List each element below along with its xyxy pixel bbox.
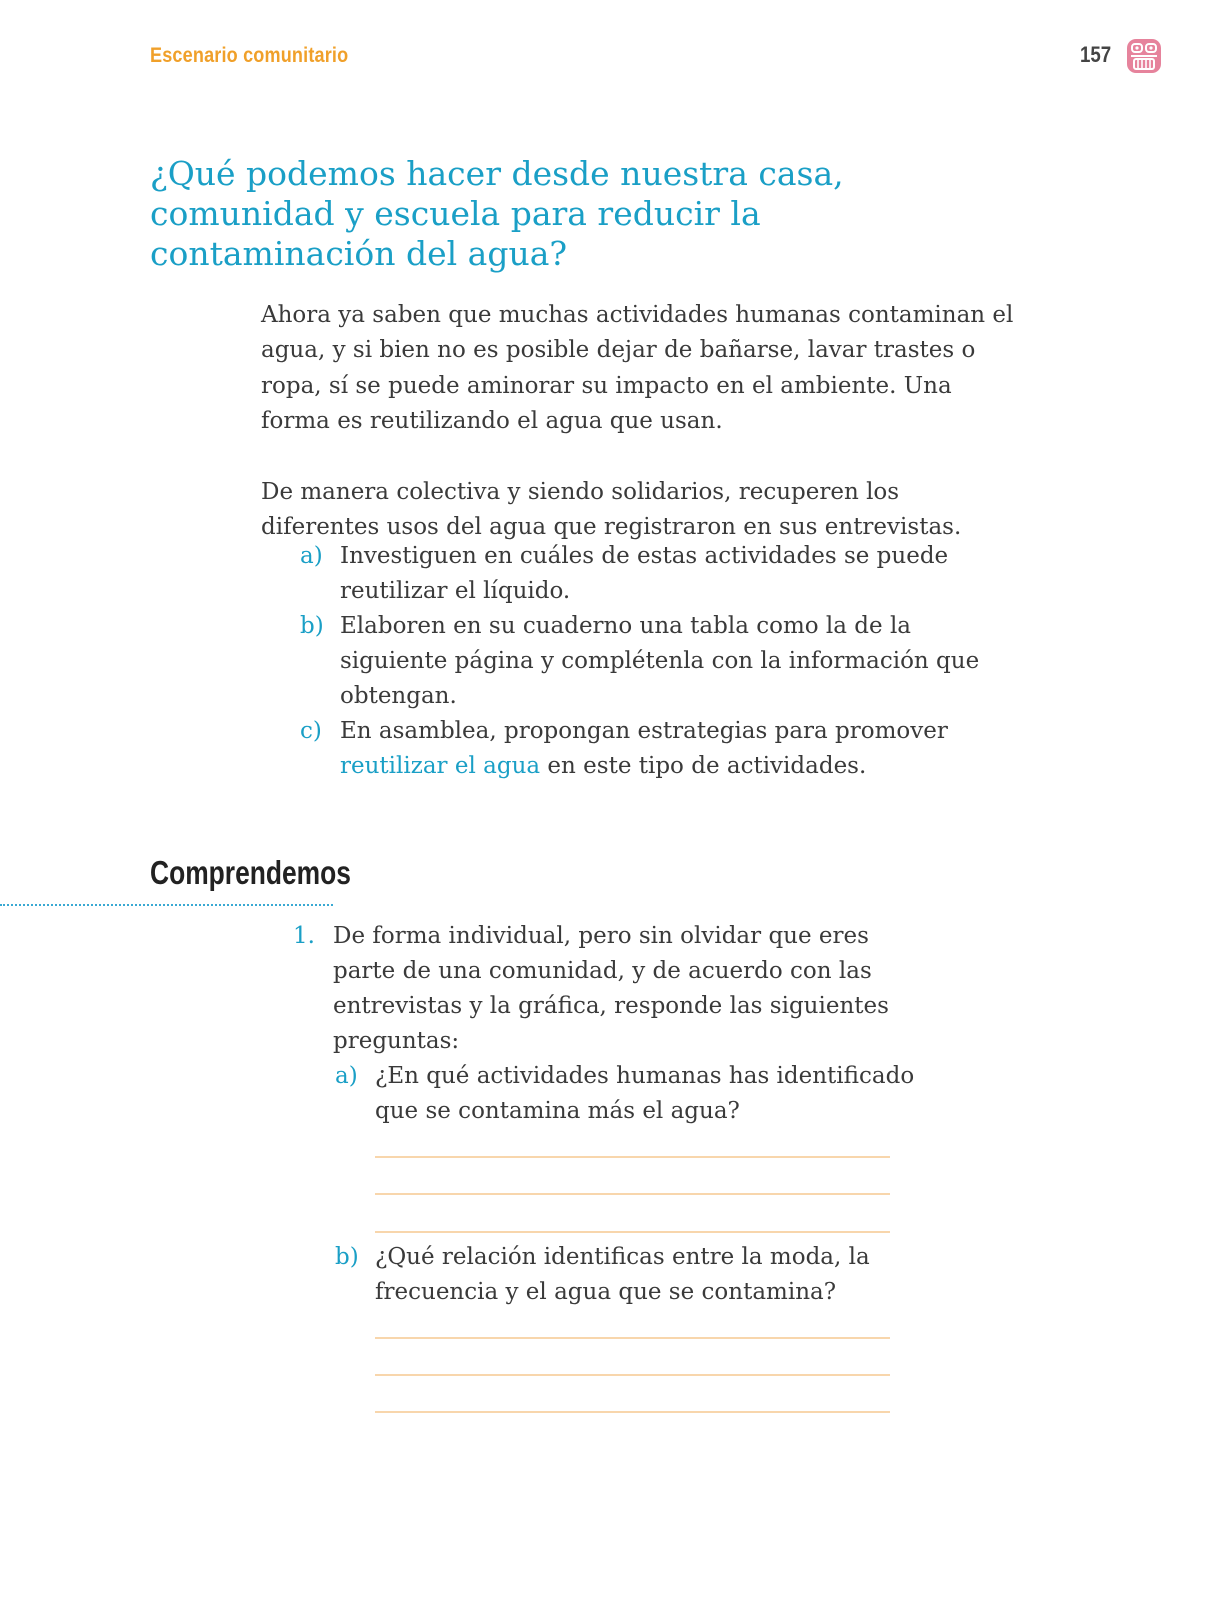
page-number: 157 xyxy=(1080,42,1112,67)
question-text: ¿En qué actividades humanas has identificado que se contamina más el agua? xyxy=(375,1063,915,1124)
answer-line[interactable] xyxy=(375,1374,890,1376)
list-marker: a) xyxy=(300,543,323,569)
list-marker: c) xyxy=(300,718,322,744)
list-item-text: Elaboren en su cuaderno una tabla como la de la siguiente página y complétenla con la información que obtengan. xyxy=(340,613,980,709)
answer-line[interactable] xyxy=(375,1156,890,1158)
answer-line[interactable] xyxy=(375,1337,890,1339)
list-item-text xyxy=(340,714,1020,784)
list-item-text-start: En asamblea, propongan estrategias para promover xyxy=(340,718,948,744)
section-heading: Comprendemos xyxy=(150,854,351,891)
question-marker: b) xyxy=(335,1244,359,1270)
codex-glyph-icon xyxy=(1126,38,1162,74)
exercise-number: 1. xyxy=(293,923,315,949)
exercise-prompt-text: De forma individual, pero sin olvidar que eres parte de una comunidad, y de acuerdo con las entrevistas y la gráfica, responde las siguientes preguntas: xyxy=(333,923,889,1054)
list-item-text-end: en este tipo de actividades. xyxy=(547,753,867,779)
answer-line[interactable] xyxy=(375,1193,890,1195)
collective-paragraph: De manera colectiva y siendo solidarios, recuperen los diferentes usos del agua que registraron en sus entrevistas. xyxy=(261,479,962,541)
scenario-label: Escenario comunitario xyxy=(150,44,349,67)
question-marker: a) xyxy=(335,1063,358,1089)
section-divider xyxy=(0,904,333,906)
list-item-text: Investiguen en cuáles de estas actividades se puede reutilizar el líquido. xyxy=(340,543,949,604)
highlighted-keyword: reutilizar el agua xyxy=(340,753,541,779)
intro-paragraph: Ahora ya saben que muchas actividades humanas contaminan el agua, y si bien no es posible dejar de bañarse, lavar trastes o ropa, sí se puede aminorar su impacto en el ambiente. Una forma es reutilizando el agua que usan. xyxy=(261,302,1014,434)
answer-line[interactable] xyxy=(375,1411,890,1413)
page-title: ¿Qué podemos hacer desde nuestra casa, comunidad y escuela para reducir la contaminación del agua? xyxy=(150,154,844,273)
answer-line[interactable] xyxy=(375,1231,890,1233)
list-marker: b) xyxy=(300,613,324,639)
question-text: ¿Qué relación identificas entre la moda, la frecuencia y el agua que se contamina? xyxy=(375,1244,870,1305)
